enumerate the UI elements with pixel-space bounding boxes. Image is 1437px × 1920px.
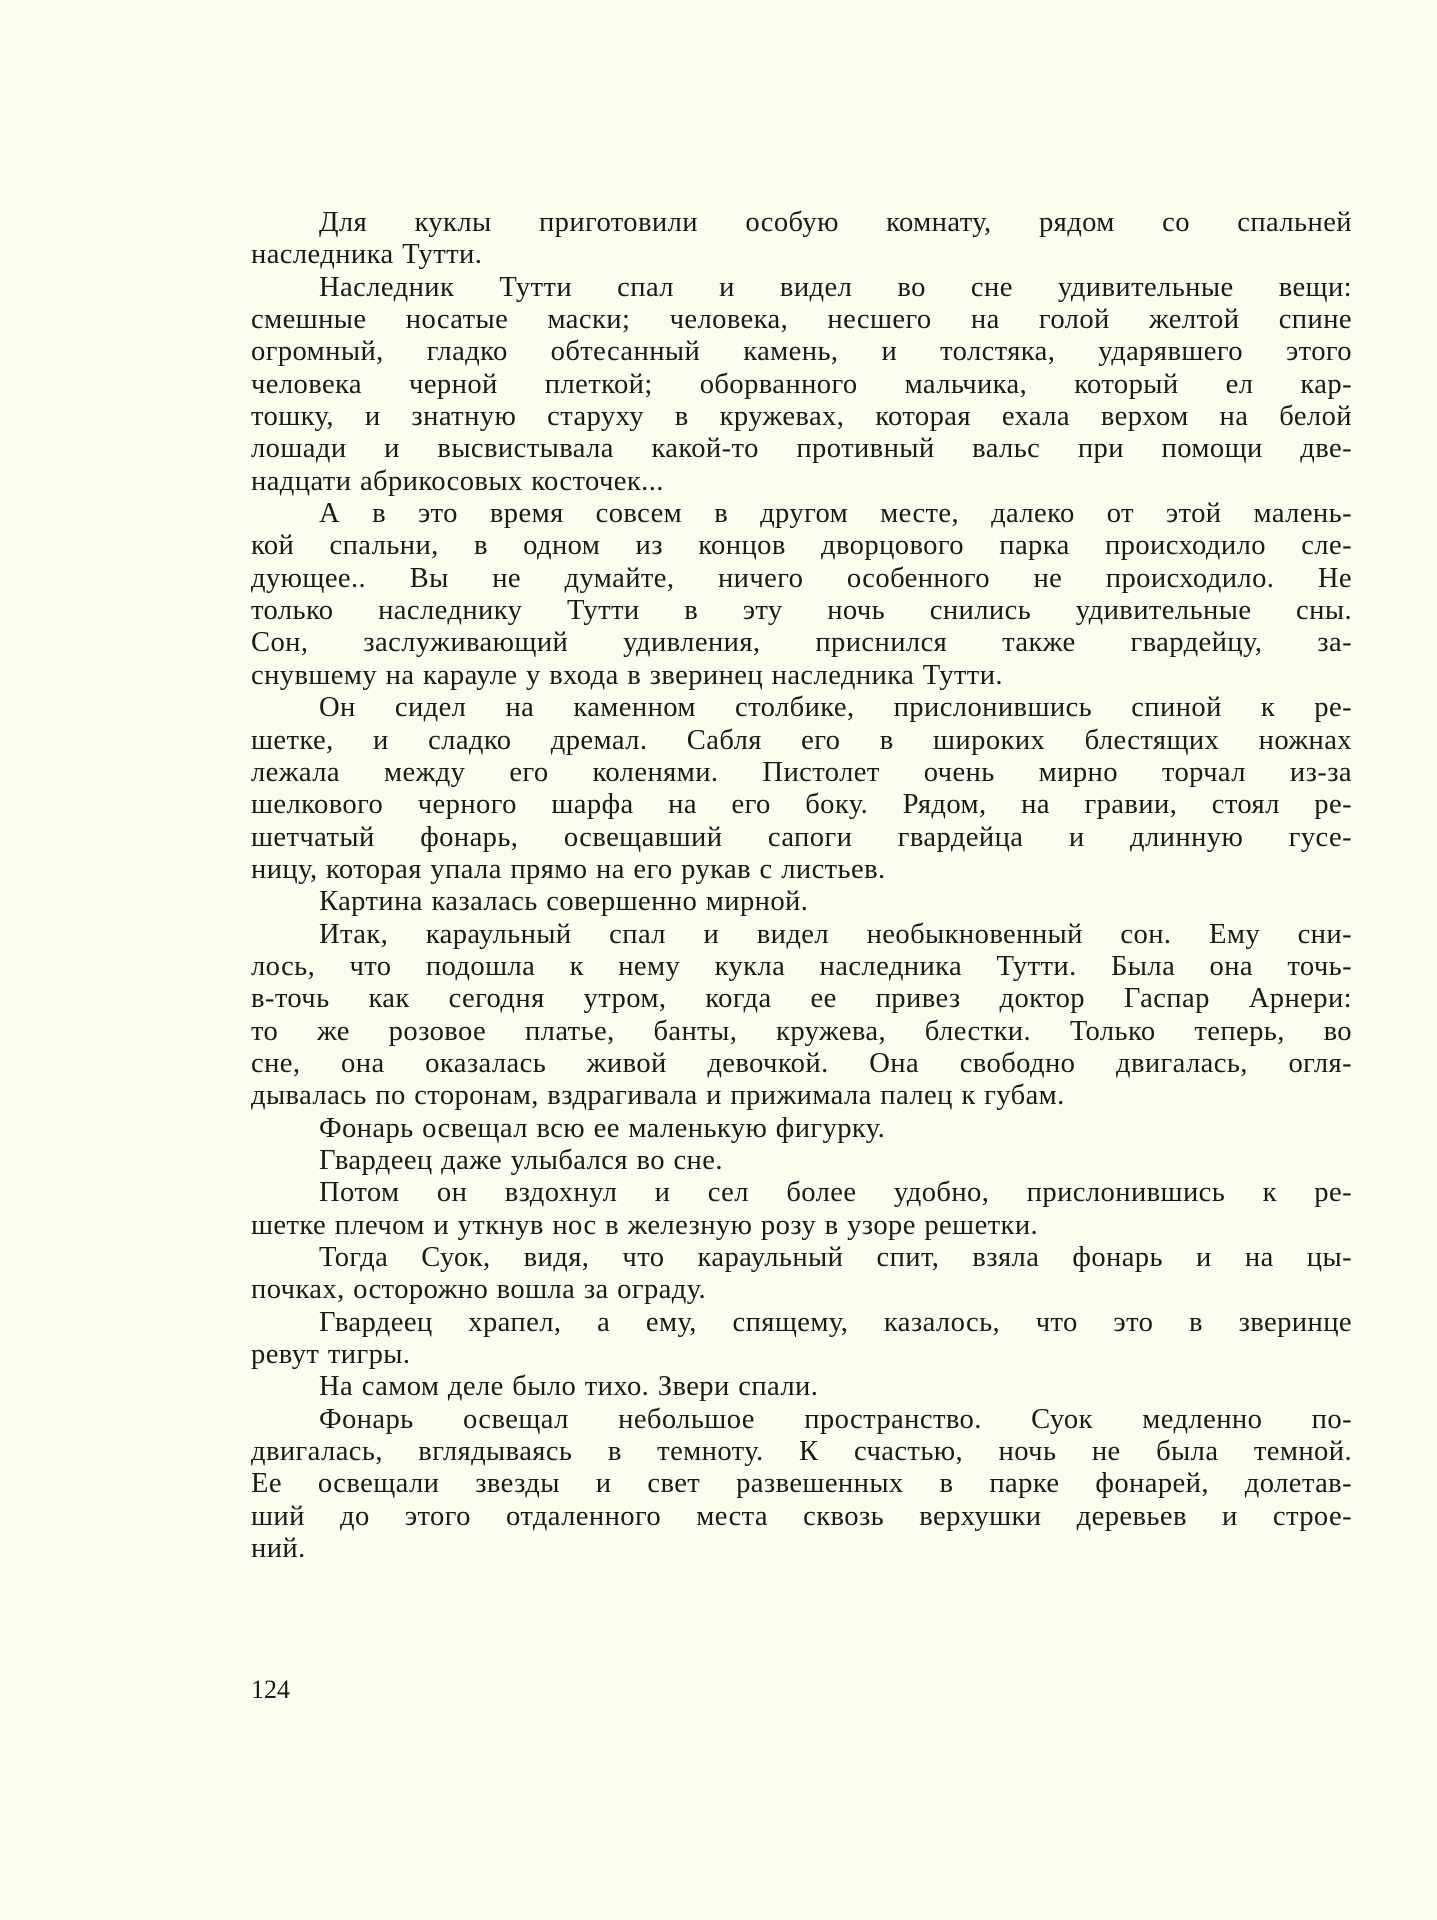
text-line: Итак, караульный спал и видел необыкновенный сон. Ему сни- [319,918,1352,950]
paragraph [251,498,1352,692]
text-line: лежала между его коленями. Пистолет очень мирно торчал из-за [251,756,1352,788]
paragraph [251,1145,1352,1177]
text-line: Он сидел на каменном столбике, прислонившись спиной к ре- [319,692,1352,724]
text-line: ревут тигры. [251,1339,411,1371]
text-line: Сон, заслуживающий удивления, приснился также гвардейцу, за- [251,627,1352,659]
text-line: ницу, которая упала прямо на его рукав с листьев. [251,853,886,885]
text-line: На самом деле было тихо. Звери спали. [319,1371,819,1403]
text-line: смешные носатые маски; человека, несшего на голой желтой спине [251,304,1352,336]
paragraph [251,692,1352,886]
text-line: человека черной плеткой; оборванного мальчика, который ел кар- [251,368,1352,400]
text-line: Гвардеец даже улыбался во сне. [319,1144,723,1176]
text-line: огромный, гладко обтесанный камень, и толстяка, ударявшего этого [251,336,1352,368]
text-line: только наследнику Тутти в эту ночь снились удивительные сны. [251,595,1352,627]
paragraph [251,1371,1352,1403]
paragraph [251,919,1352,1113]
text-line: ший до этого отдаленного места сквозь верхушки деревьев и строе- [251,1500,1352,1532]
text-line: снувшему на карауле у входа в зверинец наследника Тутти. [251,659,1003,691]
text-line: дывалась по сторонам, вздрагивала и прижимала палец к губам. [251,1080,1065,1112]
paragraph [251,1404,1352,1566]
page-number: 124 [251,1675,290,1704]
text-line: шетке плечом и уткнув нос в железную розу в узоре решетки. [251,1209,1039,1241]
text-line: Картина казалась совершенно мирной. [319,886,809,918]
paragraph [251,1113,1352,1145]
text-line: Тогда Суок, видя, что караульный спит, взяла фонарь и на цы- [319,1242,1352,1273]
text-line: Ее освещали звезды и свет развешенных в парке фонарей, долетав- [251,1468,1352,1500]
text-line: ний. [251,1533,306,1565]
text-line: тошку, и знатную старуху в кружевах, которая ехала верхом на белой [251,401,1352,433]
text-line: лошади и высвистывала какой-то противный вальс при помощи две- [251,433,1352,465]
paragraph [251,886,1352,918]
text-line: Потом он вздохнул и сел более удобно, прислонившись к ре- [319,1177,1352,1209]
text-line: лось, что подошла к нему кукла наследника Тутти. Была она точь- [251,950,1352,982]
paragraph [251,207,1352,272]
text-line: наследника Тутти. [251,239,483,271]
text-line: почках, осторожно вошла за ограду. [251,1274,707,1306]
text-line: Фонарь освещал небольшое пространство. Суок медленно по- [319,1403,1352,1435]
paragraph [251,1242,1352,1307]
text-line: шетке, и сладко дремал. Сабля его в широких блестящих ножнах [251,724,1352,756]
text-line: шетчатый фонарь, освещавший сапоги гвардейца и длинную гусе- [251,821,1352,853]
text-line: в-точь как сегодня утром, когда ее привез доктор Гаспар Арнери: [251,983,1352,1015]
text-line: то же розовое платье, банты, кружева, блестки. Только теперь, во [251,1015,1352,1047]
text-line: шелкового черного шарфа на его боку. Рядом, на гравии, стоял ре- [251,789,1352,821]
text-line: кой спальни, в одном из концов дворцового парка происходило сле- [251,530,1352,562]
paragraph [251,1307,1352,1372]
text-line: двигалась, вглядываясь в темноту. К счастью, ночь не была темной. [251,1436,1352,1468]
text-line: надцати абрикосовых косточек... [251,465,664,497]
text-line: Фонарь освещал всю ее маленькую фигурку. [319,1112,886,1144]
text-line: Для куклы приготовили особую комнату, рядом со спальней [319,207,1352,238]
text-line: дующее.. Вы не думайте, ничего особенного не происходило. Не [251,562,1352,594]
text-line: Наследник Тутти спал и видел во сне удивительные вещи: [319,271,1352,303]
text-line: А в это время совсем в другом месте, далеко от этой малень- [319,498,1352,530]
body-text [251,207,1352,1565]
paragraph [251,272,1352,498]
text-line: Гвардеец храпел, а ему, спящему, казалось, что это в зверинце [319,1306,1352,1338]
paragraph [251,1177,1352,1242]
text-line: сне, она оказалась живой девочкой. Она свободно двигалась, огля- [251,1047,1352,1079]
